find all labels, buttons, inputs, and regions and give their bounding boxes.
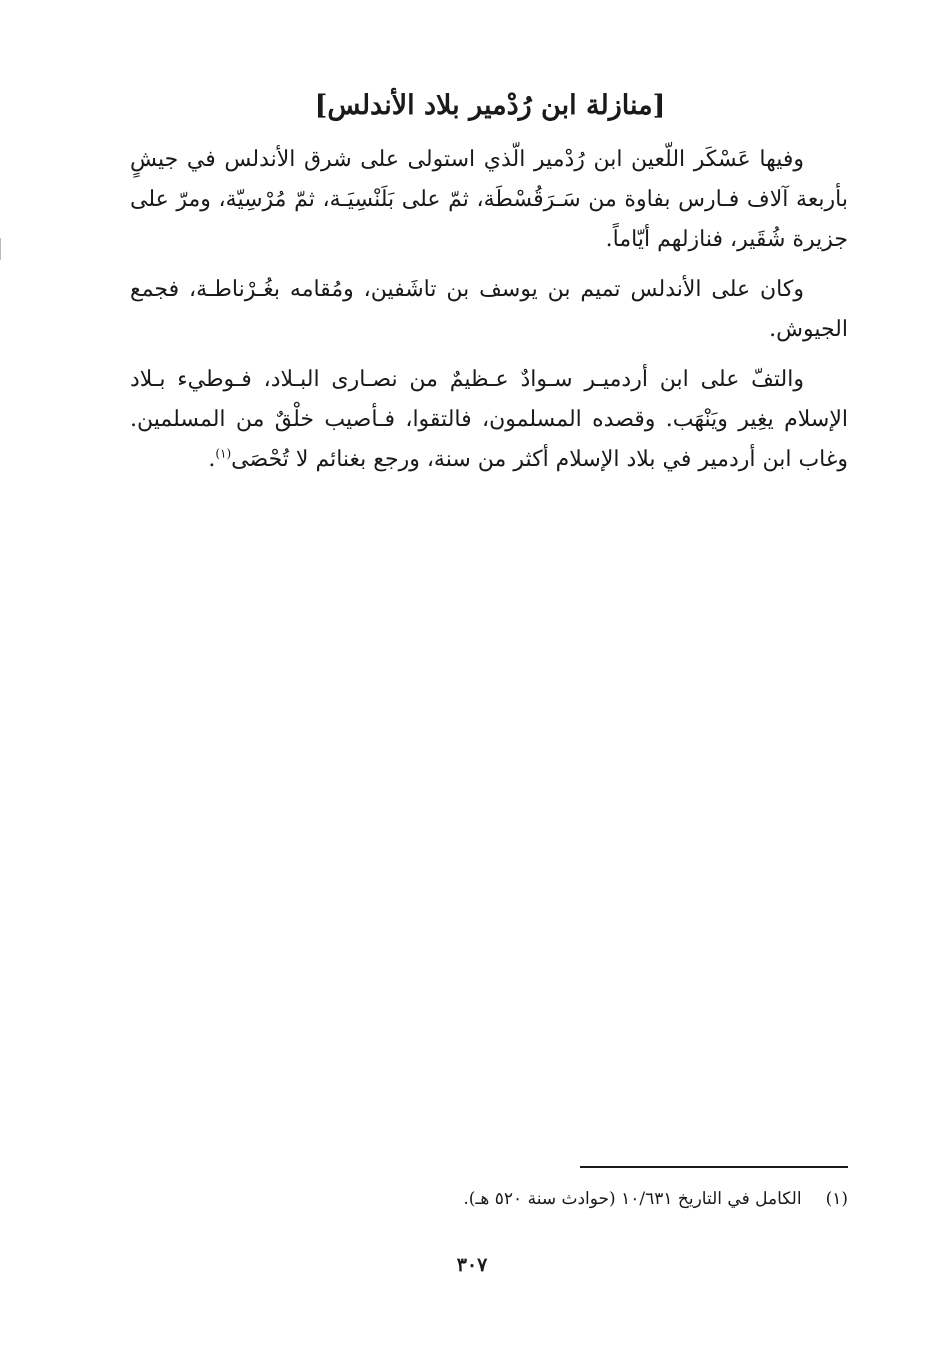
footnote-divider	[580, 1166, 848, 1168]
footnote-marker: (١)	[825, 1189, 848, 1209]
paragraph-2: وكان على الأندلس تميم بن يوسف بن تاشَفين، ومُقامه بغُـرْناطـة، فجمع الجيوش.	[130, 277, 848, 342]
footnote	[300, 1184, 848, 1214]
page-number: ٣٠٧	[456, 1254, 488, 1276]
section-heading: [منازلة ابن رُدْمير بلاد الأندلس]	[314, 90, 666, 121]
paragraph-3-end: .	[208, 447, 216, 472]
paragraph-3	[130, 360, 848, 480]
footnote-reference: (١)	[215, 446, 232, 461]
footnote-text: الكامل في التاريخ ١٠/٦٣١ (حوادث سنة ٥٢٠ هـ).	[463, 1189, 802, 1209]
scan-margin-mark	[0, 238, 4, 260]
body-text	[130, 140, 848, 490]
paragraph-3-text: والتفّ على ابن أردميـر سـوادٌ عـظيمٌ من نصـارى البـلاد، فـوطيء بـلاد الإسلام يغِير ويَنْهَب. وقصده المسلمون، فالتقوا، فـأصيب خلْقٌ من المسلمين. وغاب ابن أردمير في بلاد الإسلام أكثر من سنة، ورجع بغنائم لا تُحْصَى	[130, 367, 848, 472]
paragraph-1: وفيها عَسْكَر اللّعين ابن رُدْمير الّذي استولى على شرق الأندلس في جيشٍ بأربعة آلاف فـارس بفاوة من سَـرَقُسْطَة، ثمّ على بَلَنْسِيَـة، ثمّ مُرْسِيّة، ومرّ على جزيرة شُقَير، فنازلهم أيّاماً.	[130, 147, 848, 252]
